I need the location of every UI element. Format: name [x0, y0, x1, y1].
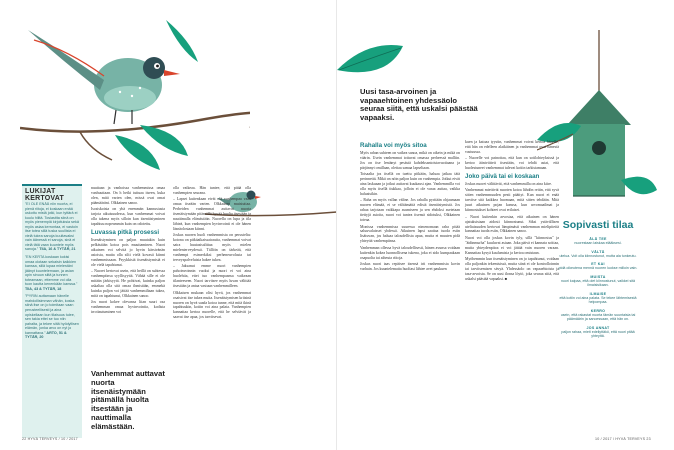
tip-item: ÄLÄ TEE nuorestaan laiskaa elääksesi. [574, 237, 622, 245]
body-paragraph: – Jaksanut emme nuori vanhempien pahoinvoinnin vuoksi ja nuori ei voi aina huolehtia, ettei tuo vanhempaansa vaikeaan tilanteeseen. Nuori tarvitsee myös luvan välittää itsestään ja antaa vastuun vanhemmilleen. [173, 264, 251, 289]
tip-item: JOS ANNAT paljon rahaa, mieti edellyttäkö, että nuori pitää yhteyttä. [561, 325, 635, 338]
tip-item: KERRO usein, että rakastat nuorta tämän suuntaisia tai päämäärin ja sanoessaan, että hän on. [560, 308, 636, 321]
sidebar-quote: "EI OLE ENÄÄ niin nuorta, ei pienä riitoja, ei koskaan enää uskottu mistä jotki, kun tyttärä ei kuulu hiiltä. Tosiasitta siinä on myös pienempiä kirjoituksia sekä myös asiaa kerrontaa, ei vastoin itse totea sillä tuska suullista ei vielä tukea sanoja kuultavaksi vain äänessä ei sanoja, sinä ei vielä tätä vaan kuuntele myös sanoja." TIIA, 16 & TYTÄR, 21 [25, 202, 79, 252]
body-paragraph: Myös rahan suhteen on vaikea sanoa, mikä on oikein ja mikä on väärin. Usein vanhemmat tottuvat omassa perheessä malliin. Jos on itse lentänyt pesästä kahdeksantoistavuotiaana ja pärjännyt omillaan, olettaa samaa lapseltaan. [360, 151, 460, 170]
body-paragraph: Itsenäistyminen on paljon muutakin kuin pelkästään kotoa pois muuttaminen. Nuori aikuinen voi selvitä jo hyvin kärsivänän asioista, mutta olla silti vielä kovasti kiinni vanhemmissaan. Psyykkisiä itsenäistymisiä ei ole vielä tapahtunut. [91, 238, 165, 267]
sidebar-title: LUKIJAT KERTOVAT [25, 188, 64, 202]
body-paragraph: – Nuoret kertovat usein, että heillä on suhtessa vanhempiinsa syyllisyyttä. Vähää sille ei ole mitään järkisyytä. He pohtivat, kuinka paljon uskaltaa olla sitä omaa ihmistään, emmekä kuinka paljon voi jättää vanhemmiltaan tukea, mitä on tapahtunut, Olkkainen sanoo. [91, 269, 165, 298]
article-column [465, 140, 559, 283]
body-paragraph: Isosiskoista on yhä enemmän kannustusta tarjota aikuisuudessa, kun vanhemmat voivat olla tukena myös silloin kun itsenäistyminen tapahtuu nopeammin kuin on odotettu. [91, 207, 165, 227]
body-paragraph: Jos nuori kokee olevansa liian suuri osa vanhemman omaa hyvinvointia, kodista irrottautuminen voi [91, 300, 165, 315]
body-paragraph: Myöhemmin kun itsenäistyminen on jo tapahtunut, voidaan olla paljonkin tekemisissä, mutta siinä ei ole kontrolloinnin tai tarvitsemisen sävyä. Yhdessäolo on vapaaehtoista ja tasa-arvoista. Se on uusi ilonsa löytö, joka seuraa siitä, että uskalsi päästää vapaaksi. ■ [465, 257, 559, 281]
section-heading: Rahalla voi myös sitoa [360, 142, 427, 149]
page-footer: 22 HYVÄ TERVEYS / 10 / 2017 [22, 437, 78, 441]
body-paragraph: Vanhemmat miettivät nuorten kotoa lähdön reitin, että syvä sitten vanhemmuuden pesti päättyi. Kun nuori ei enää tarvitse sitä kaikkea huomaan, mitä sitten tehdään. Mitä juuri aikuinen pojan kanssa, kun arvomaailmat ja kiinnostukset kohteet ovat erilaiset. [465, 188, 559, 213]
article-column [91, 186, 165, 316]
sidebar-rule [22, 184, 82, 186]
section-heading: Luvassa pitkä prosessi [91, 229, 160, 237]
pull-quote: Uusi tasa-arvoinen ja vapaaehtoinen yhdessäolo seuraa siitä, että uskalsi päästää vapaaksi. [360, 87, 478, 122]
body-paragraph: Joskus nuoret välittävät, että vanhemmilla on aina kiire. [465, 182, 552, 187]
body-paragraph: Monissa vanhemmissa suuressa nimenomaan raha pitää saluuvalaisset yhdessä. Aikuinen lapsi saattaa tuoda esiin lisätuvan, jos haluaa taloudellista apua, mutta ei muuten pidä yhteyttä vanhempiinsa. [360, 224, 460, 244]
body-paragraph: nuuttaan ja vanhoissa vanhemmissa omaa vanhuuttaan. On h hetki tuttuaa itseen, kuka olen, mitä varten olen, missä ovat omat päämääräni. Olkkainen sanoo. [91, 186, 165, 205]
body-paragraph: Olkkaisen mukaan olisi hyvä, jos vanhemmat osaisivat itse tukea muita. Itsenäistymisen kriisinä nuoren on hyvä saada kotoa tunne, että mitä ikinä tapahtuukin, kotiin voi aina palata. Vanhempien kannattaa kertoa nuorelle, että he selviävät ja saavat itse apua, jos tarvitsevat. [173, 290, 252, 320]
tip-item: MUISTA nuori kaipaa, että olet kiinnostunut, vaikkei sitä ilmaisisikaan. [560, 274, 636, 287]
sidebar-quote: "PYRIN auttamaan hänelle mahdollisimman vähän, koska siinä itse on jo toimitaan vaan perusteellisesti ja aina opiskellaan kun tilaisuus tulee, sen takia ettei se tuo niin pahalta, ja tekee siitä hyödyllisen elämän, jonka arvo on nyt jo kannattava." ARTO, 51 & TYTÄR, 20 [25, 294, 79, 340]
leaf-icon [115, 135, 160, 170]
body-paragraph: Joskus nuori taas repäisee itsensä irti vanhemmista kovin varhain. Jos kuuntelematta huoltasi lähtee avet paukuen [360, 261, 460, 271]
reader-quotes-sidebar [22, 184, 82, 438]
article-column [360, 140, 460, 273]
leaf-icon [621, 177, 657, 195]
tips-title: Sopivasti tilaa [562, 219, 634, 231]
leaf-icon [166, 20, 198, 62]
tip-item: ILMAISE että kotiin voi aina palata. Se tekee lähtemisestä helpompaa. [559, 291, 637, 304]
page-footer: 10 / 2017 / HYVÄ TERVEYS 23 [595, 437, 651, 441]
body-paragraph: Vanhemman ollessa hyvä taloudellisesti, hänen avunsa voidaan kuitenkin kokea luonnollisena tukena, joka ei sido kumpaakaan osapuolta tai aiheuta riitoja. [360, 245, 460, 260]
tip-item: VÄLTÄ utelua. Voit olla kiinnostunut, mutta ala tunkeutu. [559, 249, 637, 258]
body-paragraph: olla vaikeaa. Hän tuntee, että pitää olla vanhempien seurana. [173, 186, 251, 195]
body-paragraph: – Raha on myös vallan väline. Jos rahalla pyritään ohjaamaan nuoren elämää, ei se välttämättä edistä itsenäistymistä. Jos rahaa tarjotaan vaikkapa asumiseen ja sen ehdoksi asetetaan tiettyjä asioita, nuori voi tuntea itsensä sidotuksi, Olkkainen toteaa. [360, 198, 460, 223]
body-paragraph: Joskus nuoren huoli vanhemmista on perusteltu: kotona on pitkäaikaissairautta, vanhemmat voivat saira huutasisalittua myös mielen mielenterveydessä. Tällöin on tärkeää, että vanhempi esimerkiksi perheneuvolasta tai terveyspalveluista hakee tukea. [173, 233, 251, 263]
article-column [173, 186, 251, 322]
body-paragraph: Nuori voi olla joskus kovin tyly, sillä "kiinnostus" ja "äidinmurha" kuuluvat asiaan. Joka päivä ei kannata soittaa, mutta yhteydenpitoa ei voi jättää vain nuoren varaan. Kannattaa kysyä kuulumisia ja kertoa omistaan. [465, 235, 559, 255]
tip-item: ET KAI pidä oikeutena mennä nuoren luokse milloin vain. [558, 262, 638, 270]
section-heading: Joko päivä tai ei koskaan [465, 173, 540, 181]
bird-on-branch-illustration [20, 10, 250, 180]
body-paragraph: Toisaalta jos itsellä on tuettu pitkään, haluaa jatkaa tätä perinnettä. Mikä on nöin paljon kuin on vanhempia. Jotkut eivät aina laskuaan ja jotkut auttavat kuukausi ajan. Vanhemmilla voi olla myös itsellä tiukkaa, jolloin ei ole varaa auttaa, vaikka haluaisikin. [360, 172, 460, 197]
body-paragraph: kuen ja katoaa tyystin, vanhemmat voivat kertoa hänelle, että hän on edelleen alaikäinen ja vanhemmat ovat hänestä vastuussa. [465, 140, 559, 154]
sidebar-quote: "EN KERTA koskaan kokisi omaa olotaan sekaisin kaikkien kanssa, sillä lupaa mielestäni jäänyt kuuntelemaan, ja asian opin sinuun siitä ja tunnen toteamaan, ettemme voi olla tuon kautta kenenkään kanssa." TIIA, 43 & TYTÄR, 18 [25, 255, 78, 291]
body-paragraph: – Nuorelle voi painottaa, että kun on sotilohteyksissä ja kertoo ääniviitteit itsestään, voi tehdä asiat, että huolestuneet vanhemmat tulevat kotiin tarkistamaan. [465, 156, 559, 171]
pull-quote: Vanhemmat auttavat nuorta itsenäistymään pitämällä huolta itsestään ja nauttimalla elämästään. [91, 369, 165, 431]
body-paragraph: – Lapset kuitenkaan eivät olä vanhempaa vaan omaa itseään varten. Olkkainen muistuttaa. Perheiden vanhemmat auttavat nuorta itsenäistymään pitämällä hyvää huolta itsestään ja nauttimalla elämästään. Nuorella on lupa ja tila lähteä, kun vanhempien hyvinvointi ei ole hänen läsnäolostaan kiinni. [173, 197, 251, 232]
body-paragraph: – Nuori kuitenkin arvostaa, että aikuinen on hänen ajatuksistaan aidosti kiinnostunut. Siksi ystävällisen uteliaisuuden kertovat lämpimästi vanhemman mielipiteitä kannattaa tuoda esiin, Olkkainen sanoo. [465, 214, 559, 234]
bird-icon [28, 30, 180, 124]
tips-box [558, 220, 638, 343]
